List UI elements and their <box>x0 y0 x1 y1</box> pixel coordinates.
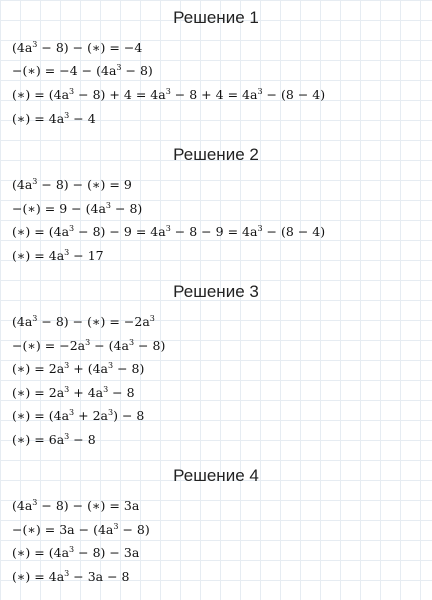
solution-2-title: Решение 2 <box>173 145 259 164</box>
solution-4-line-4: (∗) = $4a^3 - 3a - 8$ <box>12 569 130 584</box>
solution-3-line-2: −(∗) = $-2a^3 - (4a^3 - 8)$ <box>12 338 166 353</box>
solution-2-line-4: (∗) = $4a^3 - 17$ <box>12 248 104 263</box>
solution-3-line-4: (∗) = $2a^3 + 4a^3 - 8$ <box>12 385 135 400</box>
solution-2-line-3: (∗) = $(4a^3 - 8) - 9 = 4a^3 - 8 - 9 = 4a^3 - (8 - 4)$ <box>12 224 326 239</box>
solution-4-line-1: $(4a^3 - 8)$ − (∗) = 3a <box>12 498 140 513</box>
solution-2-line-1: $(4a^3 - 8)$ − (∗) = 9 <box>12 177 132 192</box>
solution-1-title: Решение 1 <box>173 8 259 27</box>
solution-3-line-5: (∗) = $(4a^3 + 2a^3) - 8$ <box>12 408 145 423</box>
solution-1-line-1: $(4a^3 - 8)$ − (∗) = −4 <box>12 40 143 55</box>
solution-3-line-6: (∗) = $6a^3 - 8$ <box>12 432 96 447</box>
solution-3-line-3: (∗) = $2a^3 + (4a^3 - 8)$ <box>12 361 145 376</box>
solution-2-line-2: −(∗) = $9 - (4a^3 - 8)$ <box>12 201 143 216</box>
solution-4-line-3: (∗) = $(4a^3 - 8) - 3a$ <box>12 545 140 560</box>
solution-3-line-1: $(4a^3 - 8)$ − (∗) = $-2a^3$ <box>12 314 155 329</box>
solution-4-line-2: −(∗) = $3a - (4a^3 - 8)$ <box>12 522 150 537</box>
solution-3-title: Решение 3 <box>173 282 259 301</box>
solution-1-line-4: (∗) = $4a^3 - 4$ <box>12 111 96 126</box>
solution-1-line-3: (∗) = $(4a^3 - 8) + 4 = 4a^3 - 8 + 4 = 4a^3 - (8 - 4)$ <box>12 87 326 102</box>
solution-4-title: Решение 4 <box>173 466 259 485</box>
solution-1-line-2: −(∗) = $-4 - (4a^3 - 8)$ <box>12 63 153 78</box>
